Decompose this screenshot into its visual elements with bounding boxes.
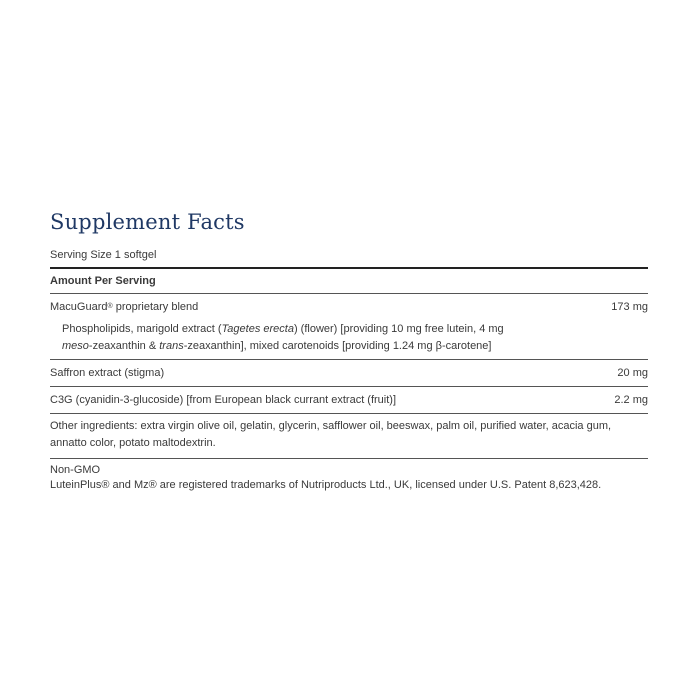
trademark-notice: LuteinPlus® and Mz® are registered trademarks of Nutriproducts Ltd., UK, licensed under U.S. Patent 8,623,428. xyxy=(50,479,602,491)
blend-detail xyxy=(50,315,648,359)
nutrient-amount: 2.2 mg xyxy=(614,394,648,406)
amount-per-serving-header: Amount Per Serving xyxy=(50,275,156,287)
blend-text-italic: trans xyxy=(159,340,184,352)
blend-text-italic: Tagetes erecta xyxy=(221,323,294,335)
blend-text: Phospholipids, marigold extract ( xyxy=(62,323,222,335)
nutrient-row-macuguard xyxy=(50,294,648,315)
footer xyxy=(50,459,648,493)
nutrient-row-c3g xyxy=(50,387,648,413)
registered-mark: ® xyxy=(107,303,113,310)
nutrient-name xyxy=(50,299,198,315)
blend-text: -zeaxanthin & xyxy=(88,340,160,352)
nutrient-name-brand: MacuGuard xyxy=(50,301,108,313)
nutrient-amount: 173 mg xyxy=(611,301,648,313)
blend-text-italic: meso xyxy=(62,340,89,352)
other-ingredients: Other ingredients: extra virgin olive oil, gelatin, glycerin, safflower oil, beeswax, palm oil, purified water, acacia gum, annatto color, potato maltodextrin. xyxy=(50,420,612,449)
blend-text: -zeaxanthin], mixed carotenoids [providing 1.24 mg β-carotene] xyxy=(183,340,492,352)
nutrient-amount: 20 mg xyxy=(617,367,648,379)
supplement-facts-panel xyxy=(50,210,648,493)
nutrient-name: Saffron extract (stigma) xyxy=(50,367,165,379)
non-gmo-label: Non-GMO xyxy=(50,464,101,476)
nutrient-row-saffron xyxy=(50,360,648,386)
serving-size: Serving Size 1 softgel xyxy=(50,249,157,261)
panel-title: Supplement Facts xyxy=(50,210,245,234)
blend-text: ) (flower) [providing 10 mg free lutein, 4 mg xyxy=(293,323,504,335)
nutrient-name-suffix: proprietary blend xyxy=(112,301,199,313)
nutrient-name: C3G (cyanidin-3-glucoside) [from European black currant extract (fruit)] xyxy=(50,394,397,406)
